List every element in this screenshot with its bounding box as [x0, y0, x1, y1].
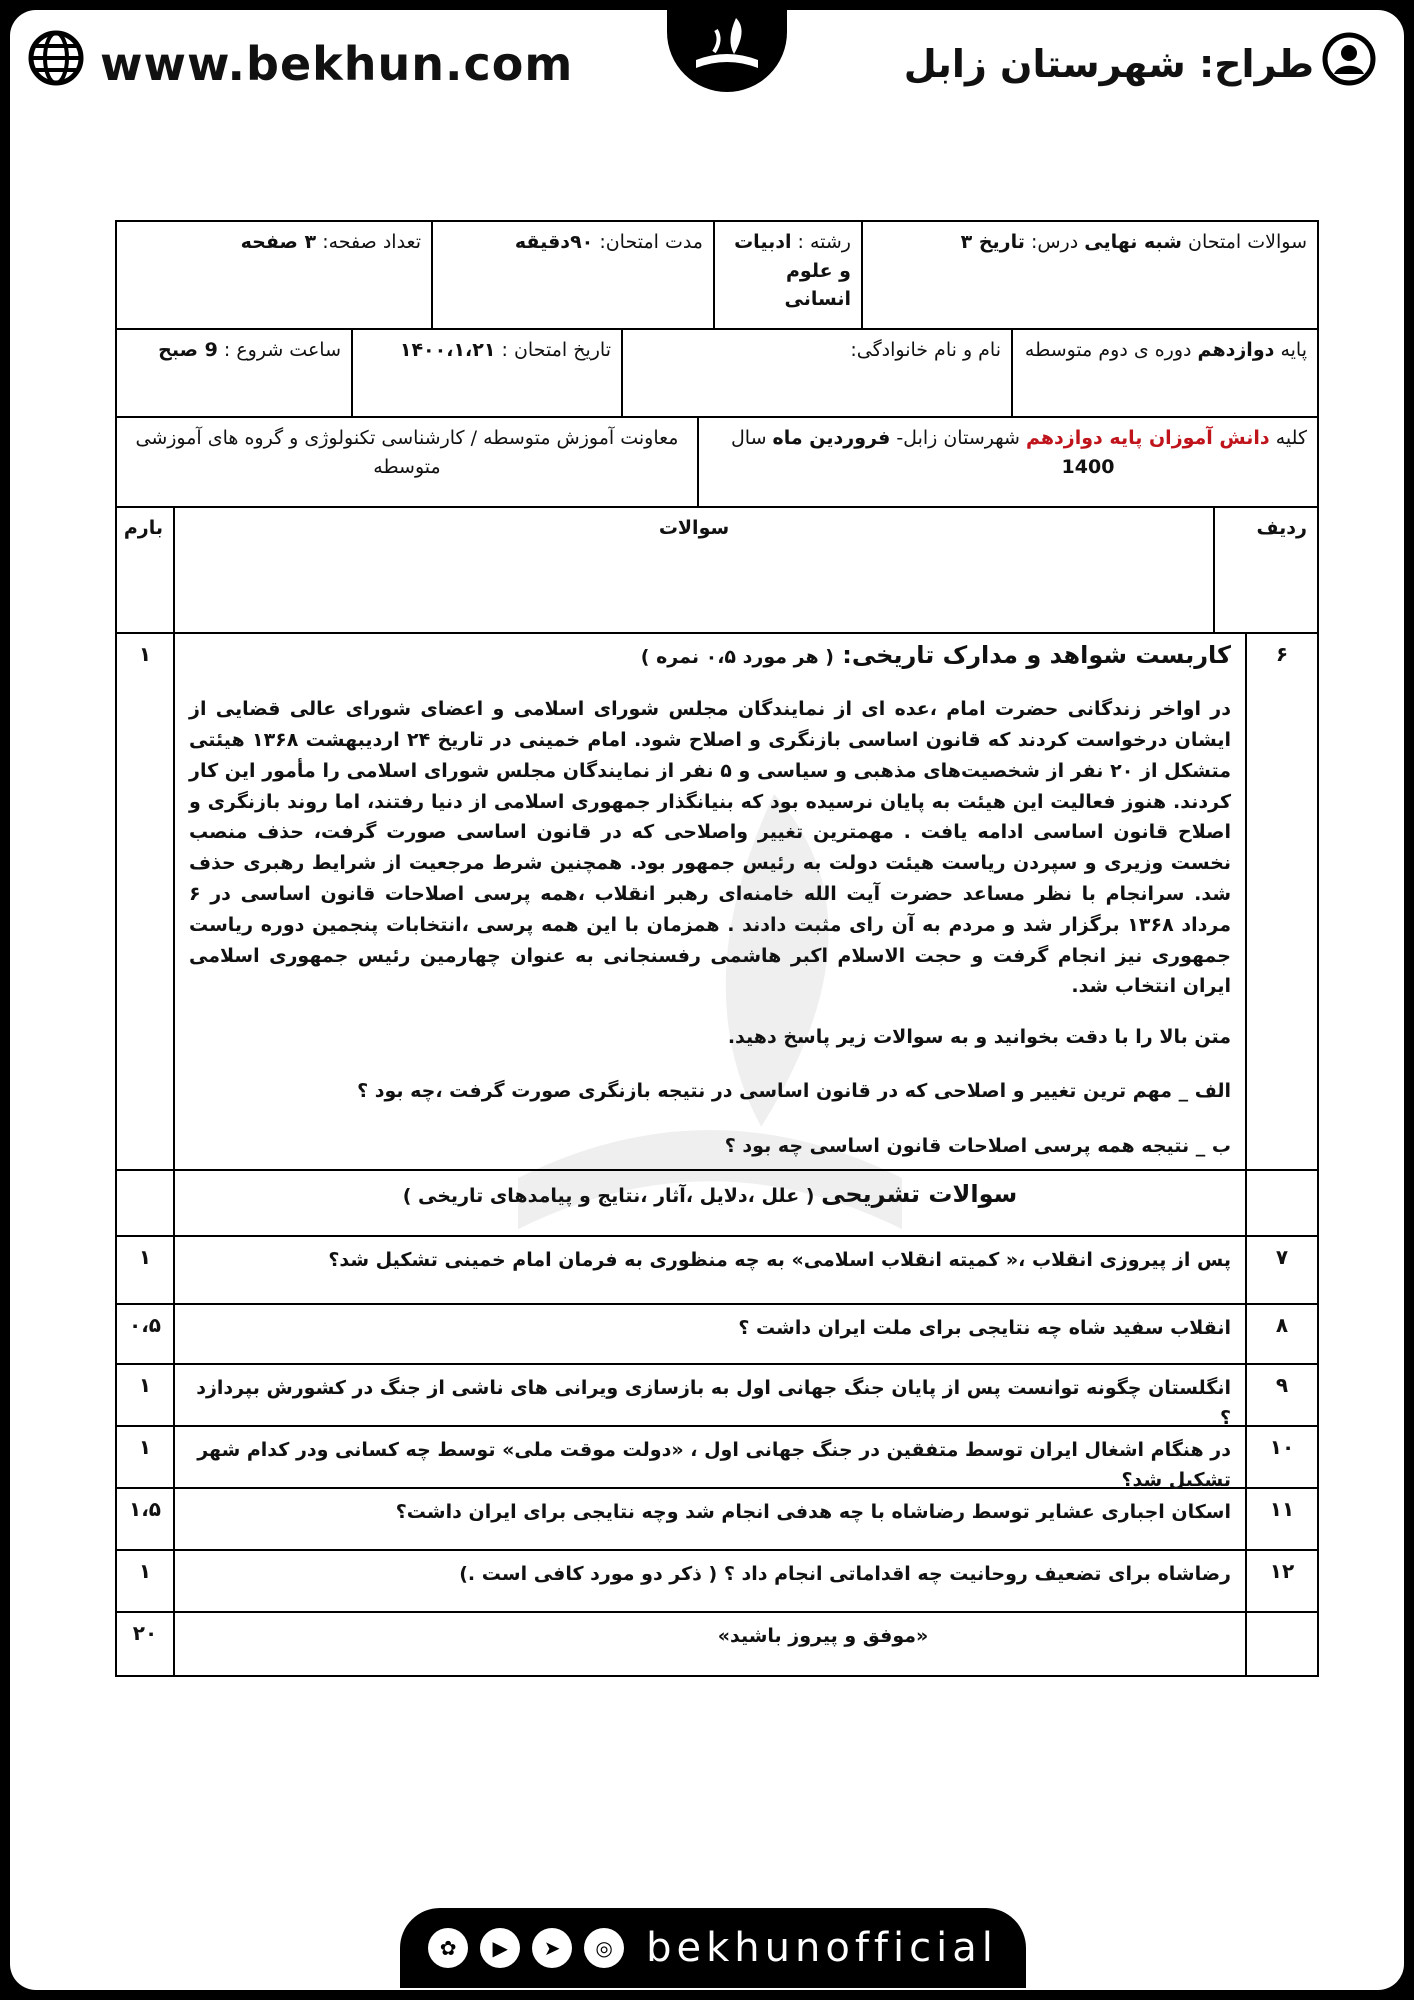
user-icon: [1322, 32, 1376, 95]
total-score: ۲۰: [132, 1621, 158, 1645]
pages-cell: تعداد صفحه: ۳ صفحه: [240, 231, 421, 253]
grade-cell: پایه دوازدهم دوره ی دوم متوسطه: [1011, 330, 1317, 416]
info-row-3: [115, 418, 1319, 508]
website-url[interactable]: www.bekhun.com: [100, 36, 574, 91]
question-row-9: [115, 1365, 1319, 1430]
question6-instruction: متن بالا را با دقت بخوانید و به سوالات زیر پاسخ دهید.: [727, 1026, 1231, 1049]
question-score: ۱: [138, 642, 152, 666]
row-column-header: ردیف: [1213, 508, 1317, 632]
subject-cell: سوالات امتحان شبه نهایی درس: تاریخ ۳: [861, 222, 1317, 328]
question-score: ۱: [138, 1373, 152, 1397]
empty-cell: [1245, 1613, 1317, 1675]
columns-header-row: [115, 508, 1319, 634]
question-score: ۱: [138, 1245, 152, 1269]
question-row-6: [115, 634, 1319, 1171]
audience-cell: کلیه دانش آموزان پایه دوازدهم شهرستان زابل- فروردین ماه سال 1400: [697, 418, 1317, 506]
start-time-cell: ساعت شروع : 9 صبح: [158, 339, 341, 361]
question-number: ۹: [1245, 1365, 1317, 1425]
designer-text: طراح: شهرستان زابل: [903, 41, 1314, 86]
issuer-cell: معاونت آموزش متوسطه / کارشناسی تکنولوژی و گروه های آموزشی متوسطه: [135, 427, 679, 478]
designer-header: [904, 32, 1376, 95]
questions-column-header: سوالات: [173, 508, 1213, 632]
brand-logo: [667, 10, 787, 92]
question-row-10: [115, 1427, 1319, 1492]
exam-sheet: [115, 220, 1319, 1677]
question-text: انقلاب سفید شاه چه نتایجی برای ملت ایران داشت ؟: [173, 1305, 1245, 1363]
question-text: پس از پیروزی انقلاب ،« کمیته انقلاب اسلامی» به چه منظوری به فرمان امام خمینی تشکیل شد؟: [173, 1237, 1245, 1303]
student-name-cell[interactable]: نام و نام خانوادگی:: [621, 330, 1011, 416]
social-handle[interactable]: bekhunofficial: [646, 1925, 998, 1971]
section-title-row: [115, 1171, 1319, 1237]
website-header[interactable]: [28, 30, 573, 97]
youtube-icon[interactable]: ▶: [480, 1928, 520, 1968]
question-row-11: [115, 1489, 1319, 1551]
field-cell: رشته : ادبیات و علوم انسانی: [713, 222, 861, 328]
question-number: ۸: [1245, 1305, 1317, 1363]
globe-icon: [28, 30, 84, 97]
question-number: ۱۰: [1245, 1427, 1317, 1487]
question-row-12: [115, 1551, 1319, 1613]
question-number: ۶: [1245, 634, 1317, 1169]
question6-passage: در اواخر زندگانی حضرت امام ،عده ای از نمایندگان مجلس شورای اسلامی و اعضای شورای عالی قضایی از ایشان درخواست کردند که قانون اساسی بازنگری و اصلاح شود. امام خمینی در تاریخ ۲۴ اردیبهشت ۱۳۶۸ هیئتی متشکل از ۲۰ نفر از شخصیت‌های مذهبی و سیاسی و ۵ نفر از نمایندگان مجلس شورای اسلامی را مأمور این کار کردند. هنوز فعالیت این هیئت به پایان نرسیده بود که بنیانگذار جمهوری اسلامی از دنیا رفتند، اما روند بازنگری و اصلاح قانون اساسی ادامه یافت . مهمترین تغییر واصلاحی که در قانون اساسی صورت گرفت، حذف منصب نخست وزیری و سپردن ریاست هیئت دولت به رئیس جمهور بود. همچنین شرط مرجعیت از شرایط رهبری حذف شد. سرانجام با نظر مساعد حضرت آیت الله خامنه‌ای رهبر انقلاب ،همه پرسی اصلاحات قانون اساسی در ۶ مرداد ۱۳۶۸ برگزار شد و مردم به آن رای مثبت دادند . همزمان با این همه پرسی ،انتخابات پنجمین دوره ریاست جمهوری نیز انجام گرفت و حجت الاسلام اکبر هاشمی رفسنجانی به عنوان چهارمین رئیس جمهوری اسلامی ایران انتخاب شد.: [189, 698, 1232, 998]
question-score: ۱: [138, 1559, 152, 1583]
question6-title: کاربست شواهد و مدارک تاریخی: ( هر مورد ۰،۵ نمره ): [640, 641, 1231, 669]
question-score: ۱،۵: [128, 1497, 161, 1521]
section-title: سوالات تشریحی ( علل ،دلایل ،آثار ،نتایج و پیامدهای تاریخی ): [173, 1171, 1245, 1235]
question-row-8: [115, 1305, 1319, 1365]
closing-row: [115, 1613, 1319, 1677]
question-score: ۰،۵: [128, 1313, 161, 1337]
social-footer: [400, 1908, 1026, 1988]
question-number: ۱۲: [1245, 1551, 1317, 1611]
info-row-1: [115, 220, 1319, 330]
score-column-header: بارم: [123, 517, 163, 539]
closing-message: «موفق و پیروز باشید»: [173, 1613, 1245, 1675]
question-text: در هنگام اشغال ایران توسط متفقین در جنگ جهانی اول ، «دولت موقت ملی» توسط چه کسانی ودر کدام شهر تشکیل شد؟: [173, 1427, 1245, 1487]
instagram-icon[interactable]: ◎: [584, 1928, 624, 1968]
question6-part-a: الف _ مهم ترین تغییر و اصلاحی که در قانون اساسی در نتیجه بازنگری صورت گرفت ،چه بود ؟: [357, 1080, 1231, 1103]
empty-cell: [1245, 1171, 1317, 1235]
question-row-7: [115, 1237, 1319, 1305]
question-score: ۱: [138, 1435, 152, 1459]
question-text: اسکان اجباری عشایر توسط رضاشاه با چه هدفی انجام شد وچه نتایجی برای ایران داشت؟: [173, 1489, 1245, 1549]
page: [10, 10, 1404, 1990]
duration-cell: مدت امتحان: ۹۰دقیقه: [431, 222, 713, 328]
info-row-2: [115, 330, 1319, 418]
question-body: [173, 634, 1245, 1169]
question6-part-b: ب _ نتیجه همه پرسی اصلاحات قانون اساسی چه بود ؟: [724, 1134, 1231, 1157]
telegram-icon[interactable]: ➤: [532, 1928, 572, 1968]
question-text: رضاشاه برای تضعیف روحانیت چه اقداماتی انجام داد ؟ ( ذکر دو مورد کافی است .): [173, 1551, 1245, 1611]
book-feather-icon: [686, 10, 768, 82]
question-number: ۷: [1245, 1237, 1317, 1303]
question-text: انگلستان چگونه توانست پس از پایان جنگ جهانی اول به بازسازی ویرانی های ناشی از جنگ در کشورش بپردازد ؟: [173, 1365, 1245, 1425]
question-number: ۱۱: [1245, 1489, 1317, 1549]
aparat-icon[interactable]: ✿: [428, 1928, 468, 1968]
empty-cell: [117, 1171, 173, 1235]
exam-date-cell: تاریخ امتحان : ۱۴۰۰،۱،۲۱: [351, 330, 621, 416]
